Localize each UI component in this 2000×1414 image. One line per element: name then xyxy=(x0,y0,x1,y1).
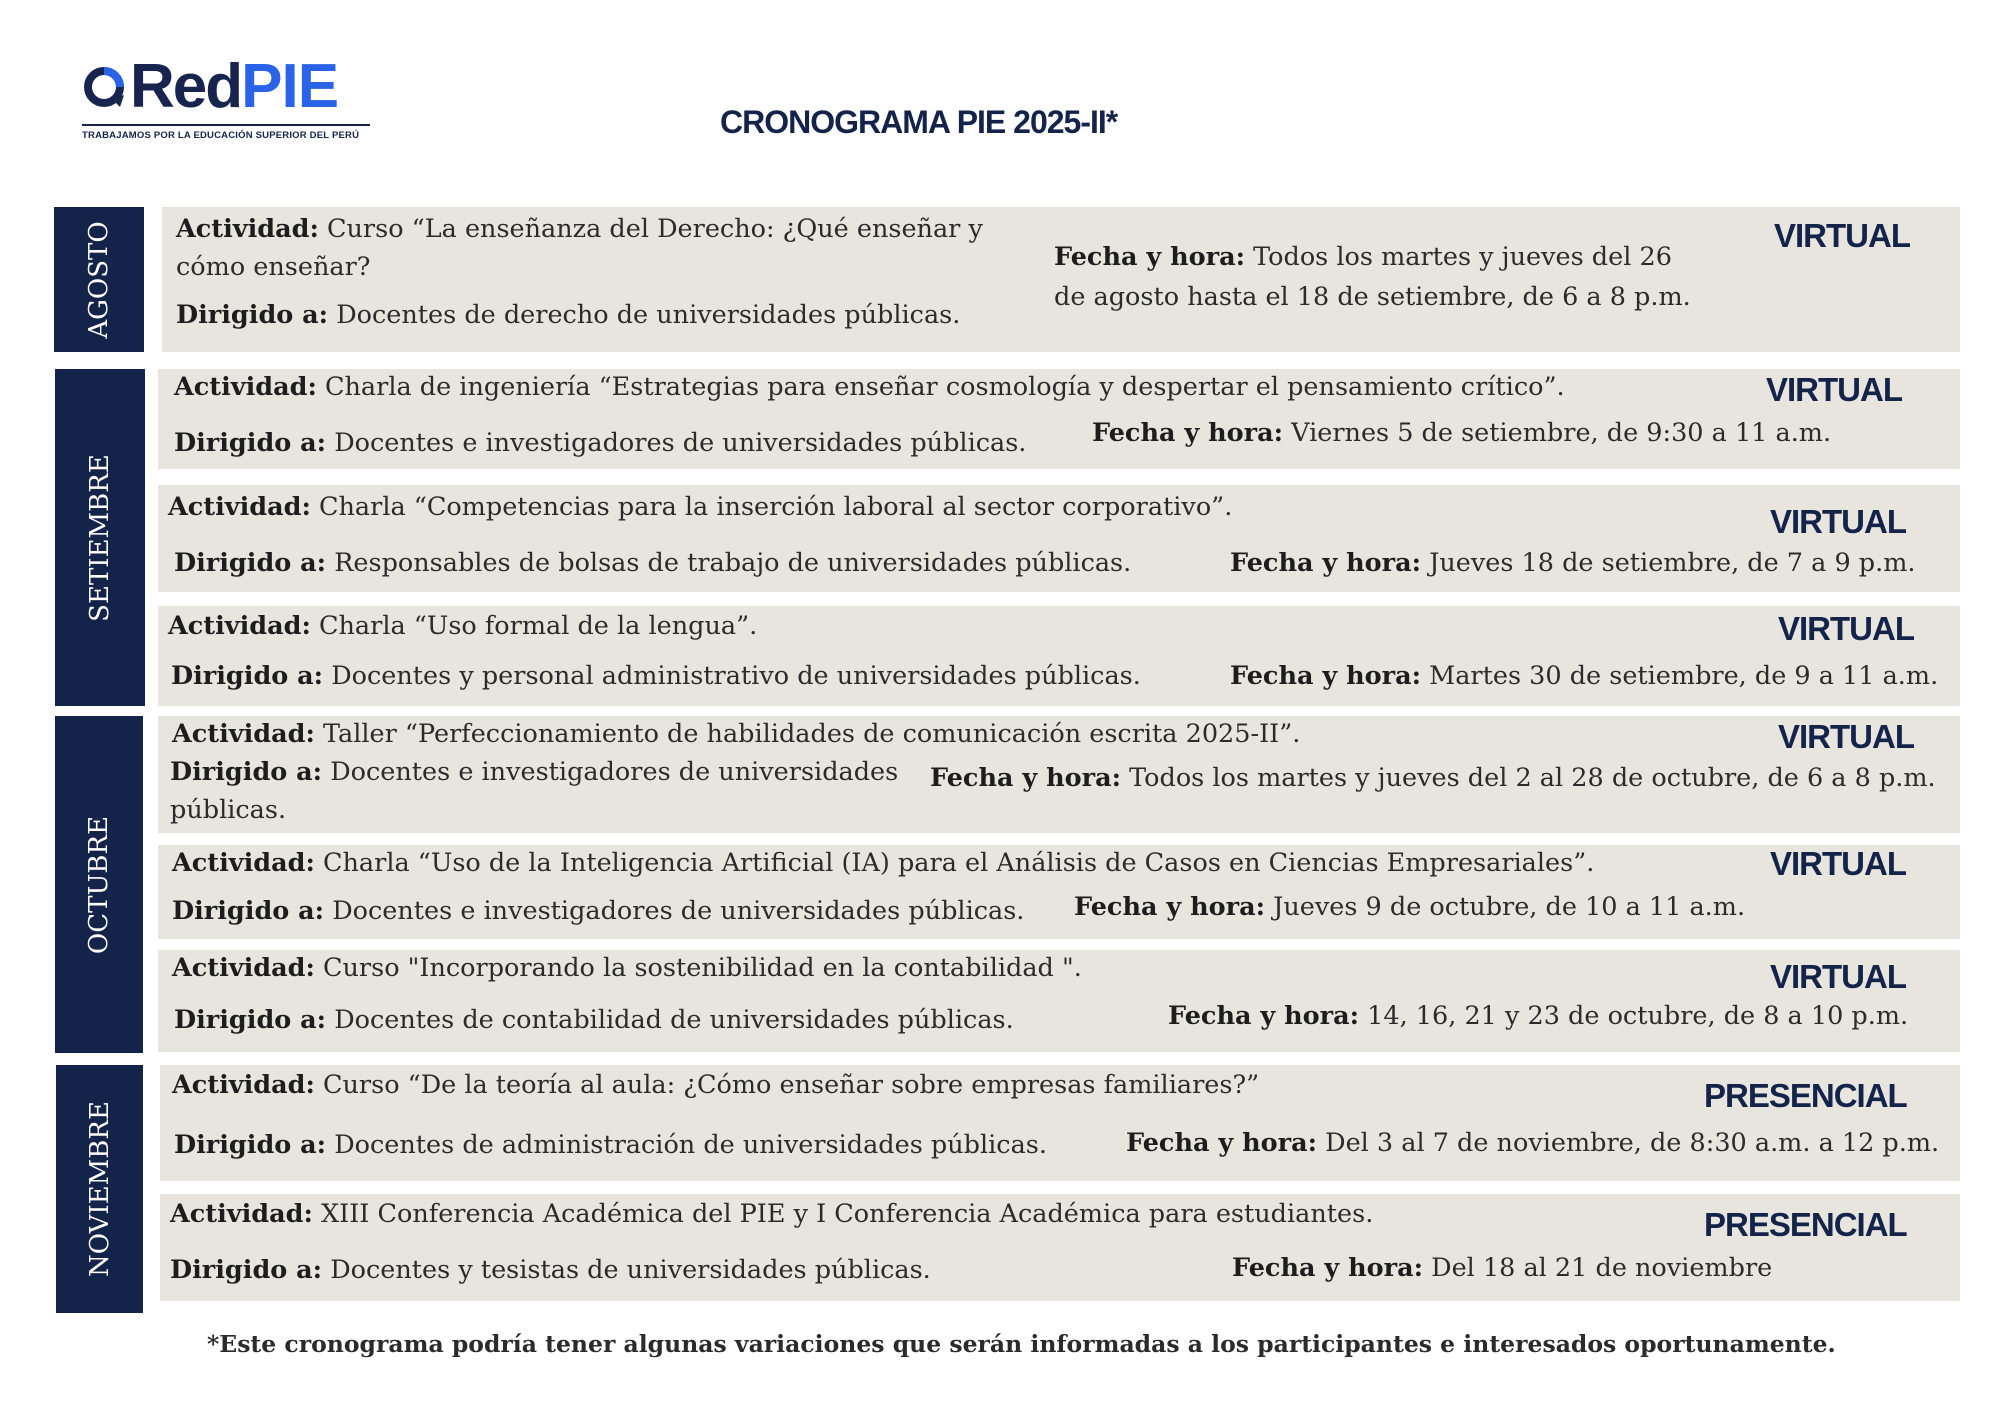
event-audience-cont: públicas. xyxy=(170,795,287,825)
footnote: *Este cronograma podría tener algunas variaciones que serán informadas a los participantes e interesados oportunamente. xyxy=(207,1330,1836,1358)
month-bar-noviembre xyxy=(56,1065,143,1313)
event-datetime: Fecha y hora: Martes 30 de setiembre, de 9 a 11 a.m. xyxy=(1230,661,1939,691)
mode-badge: VIRTUAL xyxy=(1778,718,1914,755)
event-audience: Dirigido a: Docentes de administración de universidades públicas. xyxy=(174,1130,1047,1160)
event-datetime: Fecha y hora: Todos los martes y jueves del 26 xyxy=(1054,242,1672,272)
event-activity: Actividad: Curso "Incorporando la sostenibilidad en la contabilidad ". xyxy=(172,953,1082,983)
event-row xyxy=(158,845,1960,939)
event-audience: Dirigido a: Docentes e investigadores de universidades públicas. xyxy=(172,896,1025,926)
mode-badge: VIRTUAL xyxy=(1770,503,1906,540)
logo-ring-icon xyxy=(82,65,126,109)
event-row xyxy=(160,1194,1960,1301)
event-activity: Actividad: Charla “Uso de la Inteligencia Artificial (IA) para el Análisis de Casos en Ciencias Empresariales”. xyxy=(172,848,1595,878)
logo-divider xyxy=(82,124,370,126)
event-audience: Dirigido a: Docentes y tesistas de universidades públicas. xyxy=(170,1255,931,1285)
event-activity-cont: cómo enseñar? xyxy=(176,252,371,282)
event-activity: Actividad: Curso “De la teoría al aula: ¿Cómo enseñar sobre empresas familiares?” xyxy=(172,1070,1260,1100)
month-label: AGOSTO xyxy=(84,220,114,339)
event-row xyxy=(162,207,1960,352)
event-activity: Actividad: Charla “Uso formal de la lengua”. xyxy=(168,611,758,641)
event-audience: Dirigido a: Docentes de contabilidad de universidades públicas. xyxy=(174,1005,1014,1035)
redpie-logo xyxy=(82,52,382,146)
event-activity: Actividad: XIII Conferencia Académica del PIE y I Conferencia Académica para estudiantes. xyxy=(170,1199,1374,1229)
mode-badge: VIRTUAL xyxy=(1770,958,1906,995)
month-label: OCTUBRE xyxy=(84,815,114,954)
mode-badge: PRESENCIAL xyxy=(1704,1206,1907,1243)
event-activity: Actividad: Taller “Perfeccionamiento de habilidades de comunicación escrita 2025-II”. xyxy=(172,719,1301,749)
event-audience: Dirigido a: Docentes y personal administrativo de universidades públicas. xyxy=(171,661,1141,691)
event-datetime: Fecha y hora: Jueves 9 de octubre, de 10 a 11 a.m. xyxy=(1074,892,1746,922)
mode-badge: VIRTUAL xyxy=(1774,217,1910,254)
event-row xyxy=(158,485,1960,592)
event-activity: Actividad: Charla “Competencias para la inserción laboral al sector corporativo”. xyxy=(168,492,1233,522)
event-datetime: Fecha y hora: Todos los martes y jueves del 2 al 28 de octubre, de 6 a 8 p.m. xyxy=(930,763,1936,793)
mode-badge: PRESENCIAL xyxy=(1704,1077,1907,1114)
event-row xyxy=(158,606,1960,706)
event-row xyxy=(158,950,1960,1052)
event-audience: Dirigido a: Docentes e investigadores de universidades xyxy=(170,757,899,787)
mode-badge: VIRTUAL xyxy=(1778,610,1914,647)
event-audience: Dirigido a: Responsables de bolsas de trabajo de universidades públicas. xyxy=(174,548,1132,578)
event-activity: Actividad: Charla de ingeniería “Estrategias para enseñar cosmología y despertar el pensamiento crítico”. xyxy=(174,372,1565,402)
event-audience: Dirigido a: Docentes de derecho de universidades públicas. xyxy=(176,300,961,330)
mode-badge: VIRTUAL xyxy=(1766,371,1902,408)
event-datetime: Fecha y hora: Viernes 5 de setiembre, de 9:30 a 11 a.m. xyxy=(1092,418,1832,448)
month-label: NOVIEMBRE xyxy=(84,1101,115,1277)
month-label: SETIEMBRE xyxy=(85,453,115,622)
event-row xyxy=(158,716,1960,833)
event-datetime: Fecha y hora: Del 3 al 7 de noviembre, de 8:30 a.m. a 12 p.m. xyxy=(1126,1128,1940,1158)
event-activity: Actividad: Curso “La enseñanza del Derecho: ¿Qué enseñar y xyxy=(176,214,983,244)
month-bar-octubre xyxy=(55,716,143,1053)
logo-name-red: Red xyxy=(130,52,242,121)
page-title: CRONOGRAMA PIE 2025-II* xyxy=(720,104,1118,140)
event-row xyxy=(158,369,1960,469)
event-datetime: Fecha y hora: 14, 16, 21 y 23 de octubre, de 8 a 10 p.m. xyxy=(1168,1001,1909,1031)
event-datetime: Fecha y hora: Del 18 al 21 de noviembre xyxy=(1232,1253,1773,1283)
logo-tagline: TRABAJAMOS POR LA EDUCACIÓN SUPERIOR DEL PERÚ xyxy=(82,130,360,141)
event-datetime-cont: de agosto hasta el 18 de setiembre, de 6 a 8 p.m. xyxy=(1054,282,1691,312)
event-datetime: Fecha y hora: Jueves 18 de setiembre, de 7 a 9 p.m. xyxy=(1230,548,1916,578)
event-audience: Dirigido a: Docentes e investigadores de universidades públicas. xyxy=(174,428,1027,458)
mode-badge: VIRTUAL xyxy=(1770,845,1906,882)
logo-name-pie: PIE xyxy=(241,52,339,121)
event-row xyxy=(160,1065,1960,1181)
month-bar-agosto xyxy=(54,207,144,352)
month-bar-setiembre xyxy=(55,369,145,706)
